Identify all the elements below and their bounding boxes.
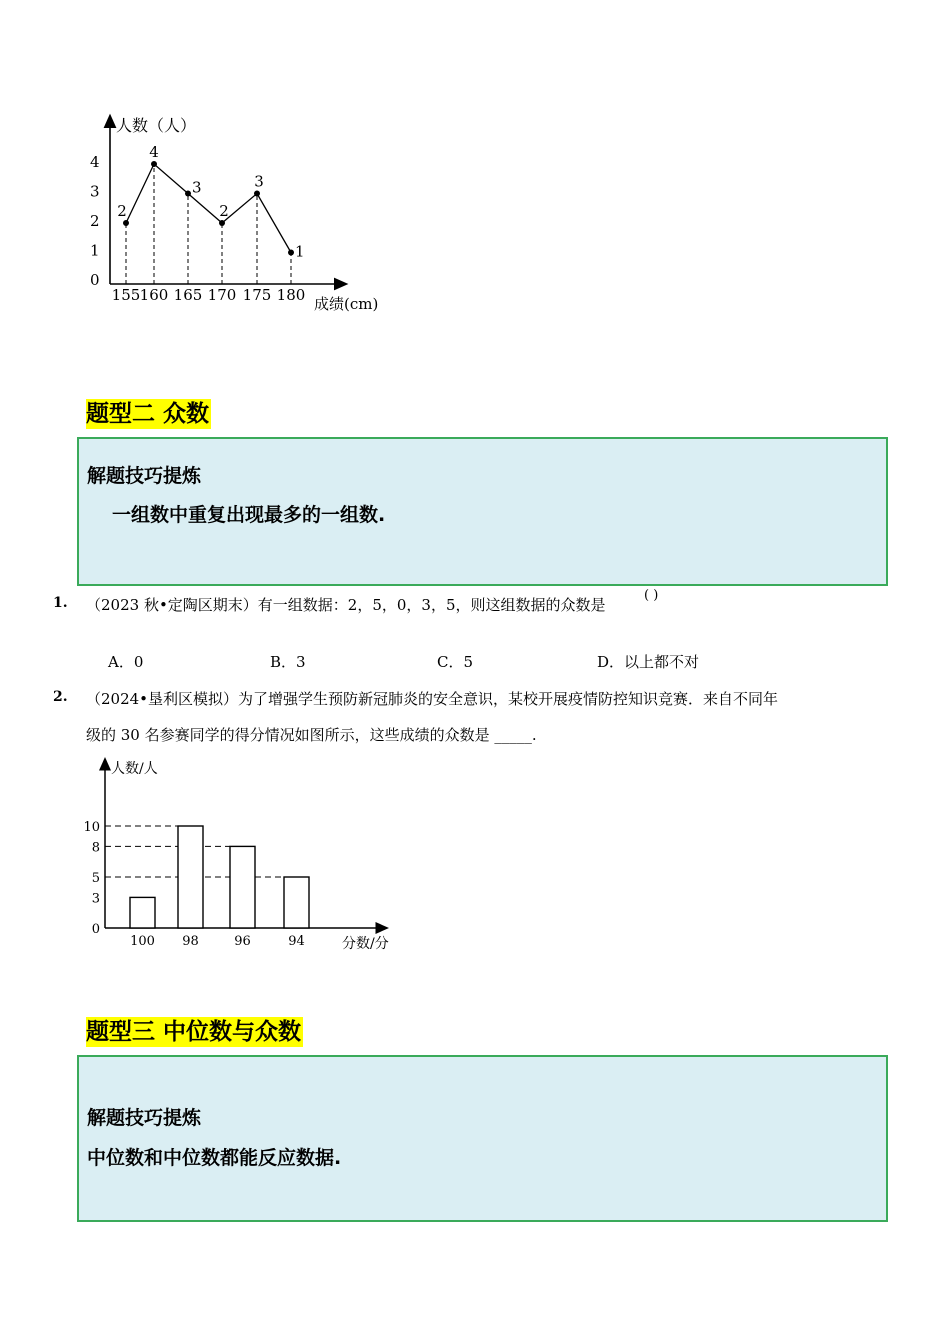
question-text: （2023 秋•定陶区期末）有一组数据：2，5，0，3，5，则这组数据的众数是 <box>86 596 606 614</box>
bar-chart <box>80 755 400 960</box>
x-tick-label: 100 <box>130 934 155 949</box>
y-tick-label: 0 <box>91 922 100 937</box>
bar <box>284 877 309 928</box>
y-axis-label: 人数（人） <box>116 116 197 135</box>
question-text-line1: （2024•垦利区模拟）为了增强学生预防新冠肺炎的安全意识，某校开展疫情防控知识竞赛．来自不同年 <box>86 690 779 708</box>
section-heading-median-mode: 题型三 中位数与众数 <box>86 1019 302 1045</box>
option-c: C．5 <box>437 653 474 671</box>
bar <box>230 846 255 928</box>
point-label: 2 <box>117 202 127 220</box>
question-text-line2: 级的 30 名参赛同学的得分情况如图所示，这些成绩的众数是 _____. <box>86 726 537 744</box>
y-tick-label: 5 <box>91 871 100 886</box>
x-tick-label: 96 <box>234 934 251 949</box>
y-tick-label: 0 <box>90 271 100 289</box>
x-tick-label: 165 <box>173 286 203 304</box>
tip-text: 中位数和中位数都能反应数据. <box>87 1147 342 1169</box>
question-number: 2. <box>53 689 68 705</box>
point-label: 2 <box>219 202 229 220</box>
tip-box-mode <box>77 437 888 586</box>
bar <box>130 897 155 928</box>
option-a: A．0 <box>108 653 144 671</box>
y-tick-label: 3 <box>90 182 100 201</box>
data-point <box>288 250 294 256</box>
tip-title: 解题技巧提炼 <box>87 465 202 487</box>
data-point <box>123 220 129 226</box>
bar <box>178 826 203 928</box>
point-label: 3 <box>192 178 202 197</box>
section-heading-mode: 题型二 众数 <box>86 401 210 427</box>
data-point <box>185 191 191 197</box>
series-line <box>126 164 291 253</box>
point-label: 3 <box>254 172 264 191</box>
x-axis-label: 成绩(cm) <box>314 295 379 313</box>
tip-text: 一组数中重复出现最多的一组数. <box>112 504 386 526</box>
x-axis-label: 分数/分 <box>342 936 389 952</box>
y-axis-label: 人数/人 <box>111 761 158 777</box>
y-tick-label: 2 <box>90 212 100 230</box>
data-point <box>219 220 225 226</box>
y-tick-label: 3 <box>91 891 100 907</box>
x-tick-label: 170 <box>207 286 237 304</box>
x-tick-label: 98 <box>182 934 199 949</box>
tip-title: 解题技巧提炼 <box>87 1107 202 1129</box>
tip-box-median-mode <box>77 1055 888 1222</box>
x-tick-label: 155 <box>111 286 141 304</box>
y-tick-label: 10 <box>83 820 100 835</box>
x-tick-label: 94 <box>288 934 305 949</box>
point-label: 1 <box>295 242 305 261</box>
point-label: 4 <box>149 143 159 161</box>
option-b: B．3 <box>270 653 306 671</box>
answer-paren: ( ) <box>644 588 659 603</box>
y-tick-label: 1 <box>90 241 100 260</box>
option-d: D．以上都不对 <box>597 653 700 671</box>
x-tick-label: 175 <box>242 286 272 304</box>
question-number: 1. <box>53 595 68 611</box>
x-tick-label: 180 <box>276 286 306 304</box>
data-point <box>151 161 157 167</box>
line-chart <box>80 110 400 325</box>
y-tick-label: 8 <box>91 840 100 856</box>
data-point <box>254 191 260 197</box>
y-tick-label: 4 <box>90 153 100 171</box>
x-tick-label: 160 <box>139 286 169 304</box>
